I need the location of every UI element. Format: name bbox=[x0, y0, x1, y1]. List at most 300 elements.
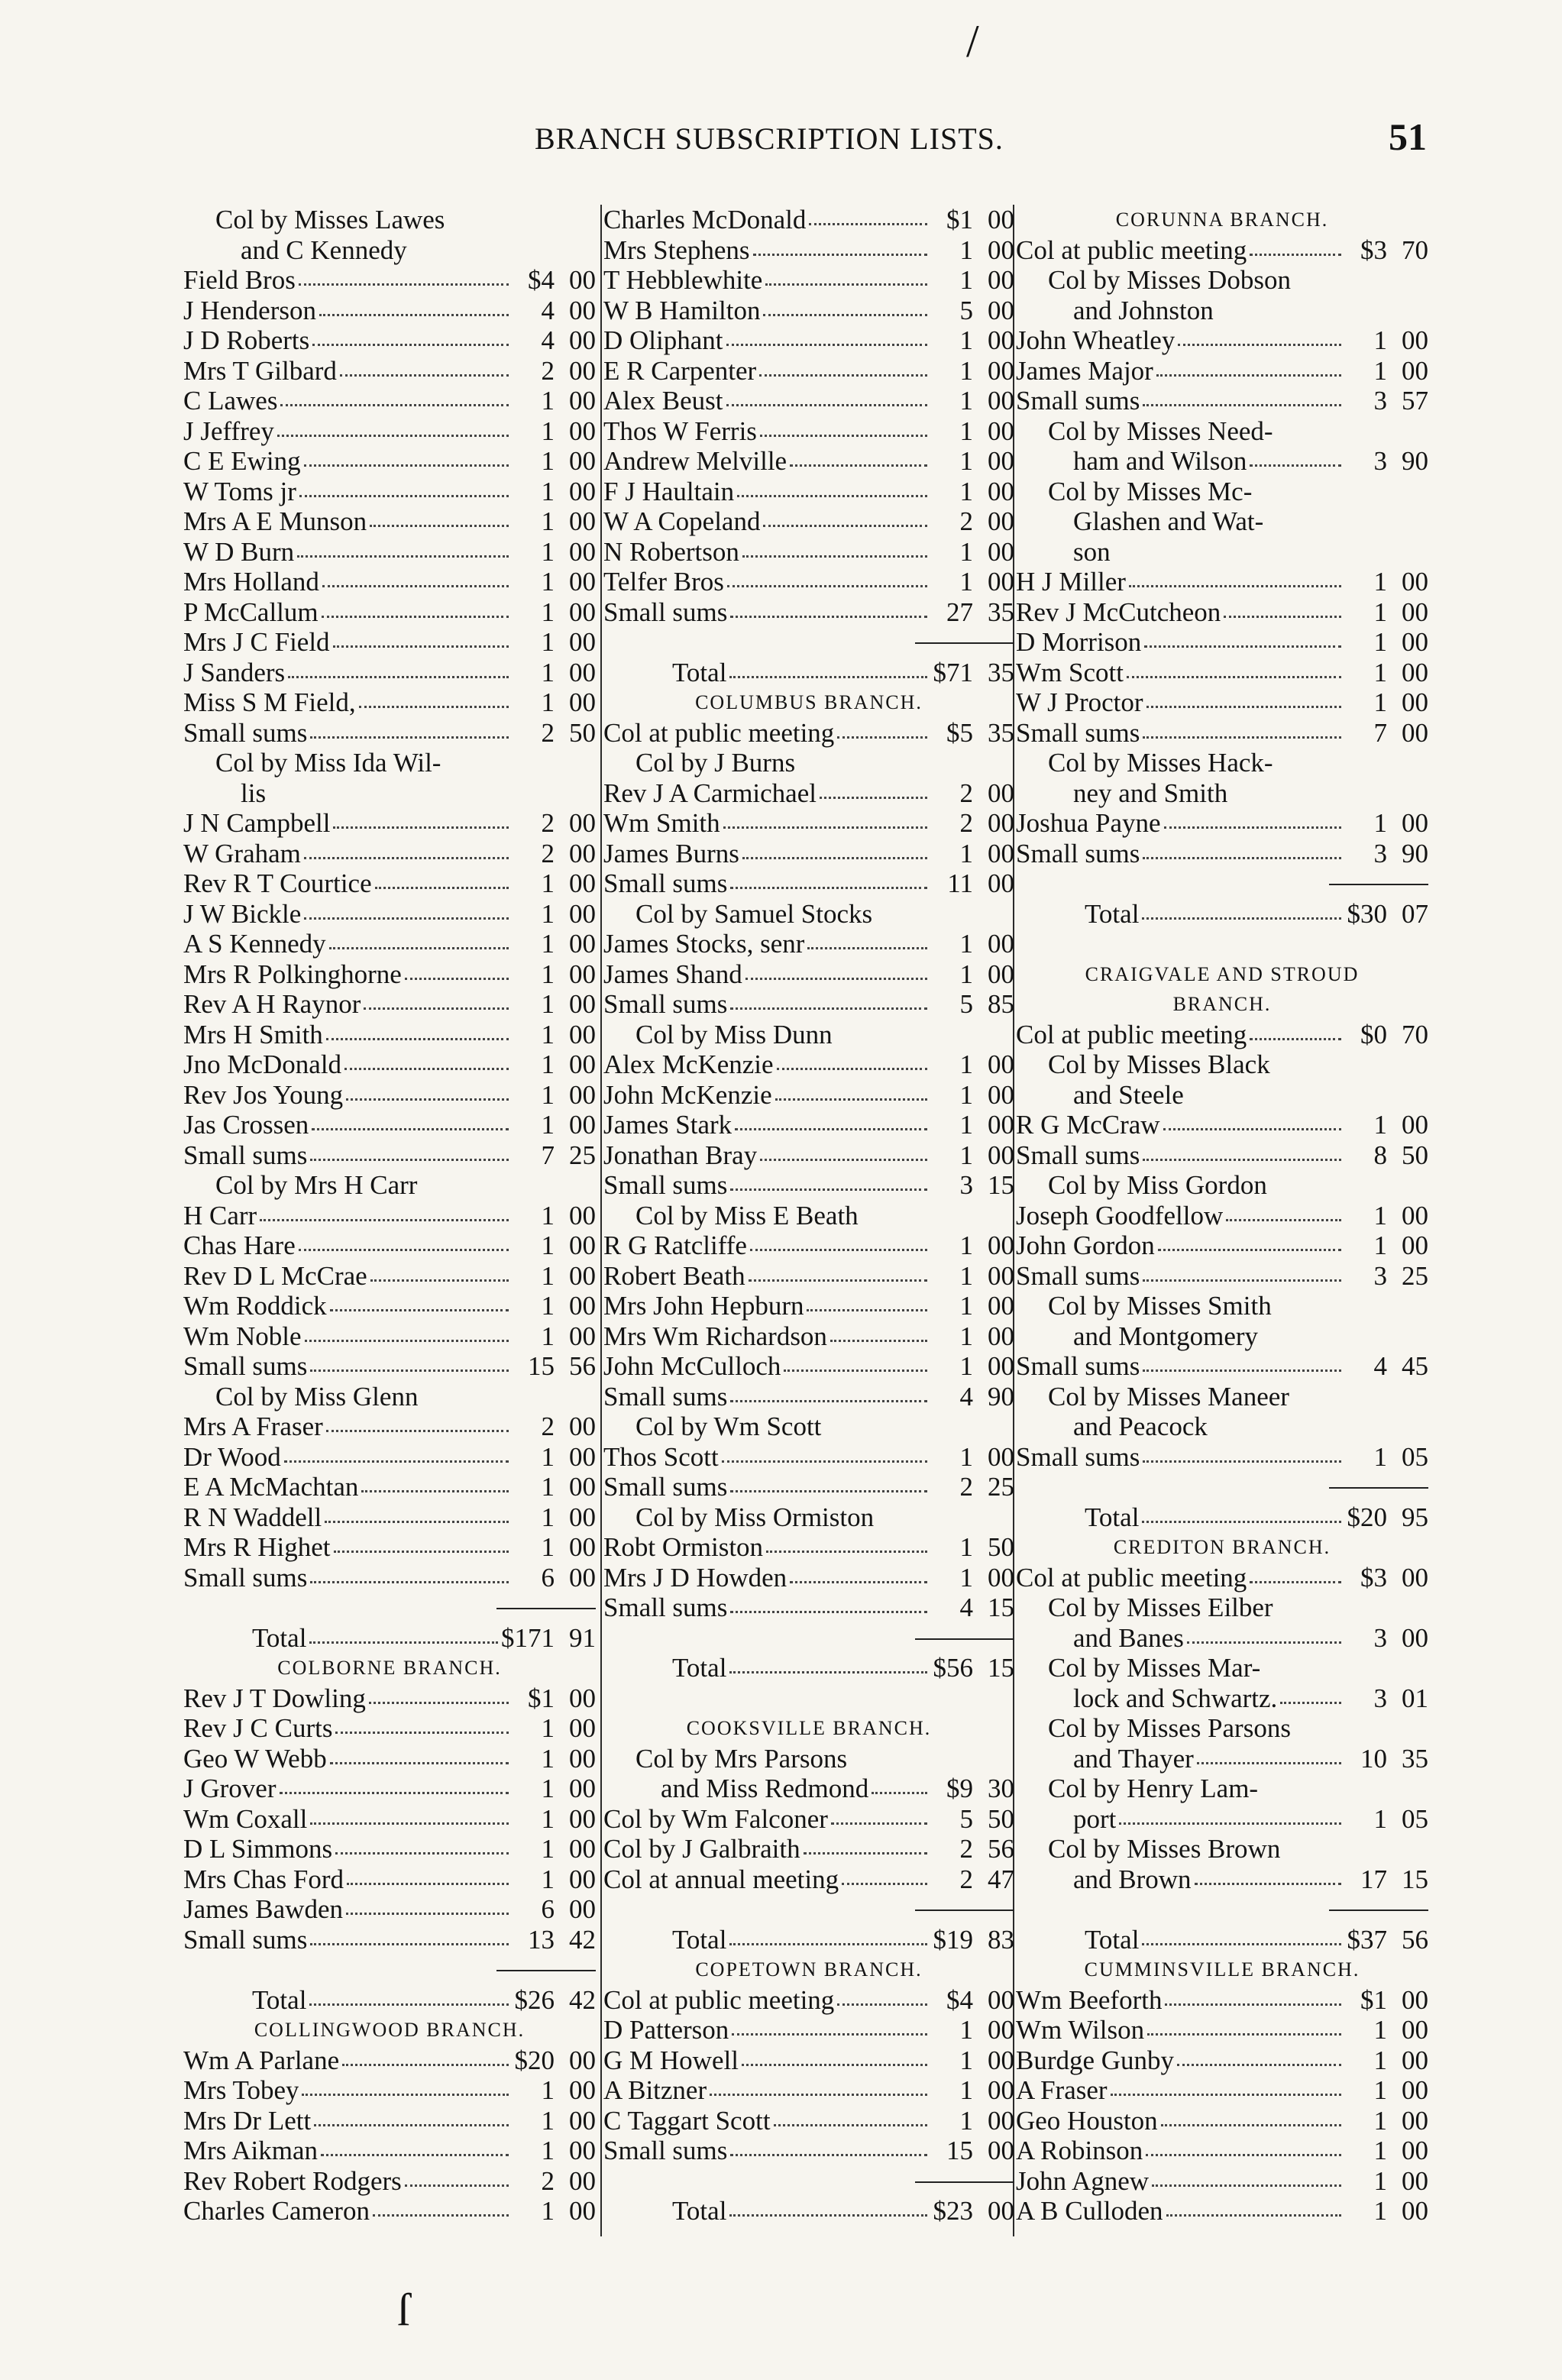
subscriber-name: Small sums bbox=[183, 717, 308, 748]
subscriber-name: Small sums bbox=[183, 1562, 308, 1593]
subscriber-name: Jonathan Bray bbox=[603, 1140, 758, 1170]
amount-dollars: 11 bbox=[947, 868, 973, 898]
amount bbox=[512, 296, 596, 326]
amount-cents: 50 bbox=[1402, 1140, 1428, 1170]
collector-heading: Col by Misses Need- bbox=[1048, 416, 1273, 446]
subscription-entry bbox=[183, 1201, 596, 1231]
amount bbox=[512, 386, 596, 416]
total-rule bbox=[183, 1593, 596, 1623]
leader-dots bbox=[837, 1994, 927, 2006]
subscription-entry bbox=[1016, 356, 1428, 386]
subscriber-name: Mrs John Hepburn bbox=[603, 1291, 804, 1321]
amount-cents: 00 bbox=[988, 2105, 1014, 2136]
amount bbox=[512, 808, 596, 839]
subscriber-name: James Stark bbox=[603, 1110, 732, 1140]
subscription-entry bbox=[1016, 2196, 1428, 2226]
subscription-entry bbox=[183, 1442, 596, 1473]
leader-dots bbox=[330, 1300, 509, 1311]
subscriber-name: Col at public meeting bbox=[1016, 1562, 1247, 1593]
subscription-entry bbox=[603, 1834, 1014, 1864]
collector-heading: Col by Misses Mc- bbox=[1048, 476, 1253, 506]
amount bbox=[512, 1412, 596, 1442]
subscription-entry bbox=[183, 808, 596, 839]
subscription-entry bbox=[603, 416, 1014, 447]
amount bbox=[512, 1080, 596, 1111]
collector-heading: Col by Samuel Stocks bbox=[635, 898, 873, 929]
amount-dollars: 1 bbox=[1373, 2105, 1387, 2136]
amount bbox=[930, 1864, 1014, 1895]
amount-cents: 00 bbox=[569, 1200, 596, 1230]
amount bbox=[930, 1321, 1014, 1352]
amount-dollars: $20 bbox=[1347, 1502, 1387, 1532]
amount-cents: 00 bbox=[569, 1864, 596, 1894]
subscription-entry bbox=[1016, 1140, 1428, 1171]
subscriber-name: Total bbox=[672, 657, 727, 687]
subscriber-name: Andrew Melville bbox=[603, 446, 787, 476]
subscriber-name: James Shand bbox=[603, 959, 742, 989]
amount-cents: 00 bbox=[569, 1532, 596, 1562]
subscription-entry bbox=[183, 506, 596, 537]
subscription-entry bbox=[1016, 446, 1428, 477]
amount-dollars: 2 bbox=[959, 1864, 973, 1894]
amount bbox=[930, 235, 1014, 266]
leader-dots bbox=[325, 1512, 509, 1523]
amount-dollars: 1 bbox=[959, 2075, 973, 2105]
leader-dots bbox=[309, 1632, 498, 1644]
leader-dots bbox=[710, 2084, 927, 2096]
leader-dots bbox=[730, 1481, 927, 1492]
leader-dots bbox=[312, 1119, 509, 1130]
ink-mark: / bbox=[966, 16, 979, 66]
subscription-entry bbox=[183, 1563, 596, 1593]
amount-dollars: 1 bbox=[1373, 2015, 1387, 2045]
leader-dots bbox=[326, 1421, 509, 1432]
amount bbox=[512, 718, 596, 749]
subscriber-name: Small sums bbox=[603, 1472, 728, 1502]
amount-dollars: 1 bbox=[959, 929, 973, 959]
amount bbox=[1344, 1110, 1428, 1140]
leader-dots bbox=[299, 486, 509, 497]
amount-dollars: 1 bbox=[541, 2136, 555, 2165]
subscriber-name: A S Kennedy bbox=[183, 929, 326, 959]
subscription-entry bbox=[1016, 1683, 1428, 1714]
subscriber-name: Rev Jos Young bbox=[183, 1079, 344, 1110]
subscription-entry bbox=[183, 1261, 596, 1292]
leader-dots bbox=[314, 2115, 509, 2126]
total-rule bbox=[603, 627, 1014, 658]
subscription-entry bbox=[183, 477, 596, 507]
collector-heading: Col by Misses Black bbox=[1048, 1049, 1270, 1079]
branch-heading: COLBORNE BRANCH. bbox=[277, 1657, 502, 1679]
amount-cents: 00 bbox=[569, 687, 596, 717]
amount bbox=[930, 265, 1014, 296]
amount-cents: 00 bbox=[569, 1019, 596, 1049]
leader-dots bbox=[1143, 1150, 1341, 1161]
subscription-entry bbox=[1016, 1261, 1428, 1292]
subscriber-name: James Bawden bbox=[183, 1894, 343, 1924]
total-rule bbox=[603, 1894, 1014, 1925]
subscription-entry bbox=[1016, 1985, 1428, 2016]
collector-heading: Col by Wm Scott bbox=[635, 1412, 822, 1441]
subscription-entry bbox=[603, 1382, 1014, 1412]
subscription-entry bbox=[603, 296, 1014, 326]
amount bbox=[512, 446, 596, 477]
amount bbox=[930, 567, 1014, 597]
amount-dollars: 5 bbox=[959, 1803, 973, 1834]
subscriber-name: R N Waddell bbox=[183, 1502, 322, 1532]
subscription-entry bbox=[603, 839, 1014, 869]
total-row bbox=[603, 1653, 1014, 1683]
subscription-entry bbox=[603, 1110, 1014, 1140]
amount-dollars: $20 bbox=[514, 2045, 555, 2075]
subscriber-name: W A Copeland bbox=[603, 506, 761, 536]
subscriber-name: James Major bbox=[1016, 355, 1153, 386]
amount-dollars: 15 bbox=[946, 2136, 973, 2165]
leader-dots bbox=[344, 1059, 509, 1070]
amount-dollars: 6 bbox=[541, 1562, 555, 1593]
amount-cents: 00 bbox=[988, 2015, 1014, 2045]
subscription-entry bbox=[183, 1804, 596, 1835]
leader-dots bbox=[722, 1451, 927, 1463]
amount bbox=[512, 1502, 596, 1533]
amount-cents: 83 bbox=[988, 1924, 1014, 1955]
amount-dollars: 1 bbox=[959, 476, 973, 506]
amount-cents: 00 bbox=[1402, 808, 1428, 838]
subscriber-name: Small sums bbox=[603, 1593, 728, 1622]
amount-cents: 70 bbox=[1402, 234, 1428, 265]
collector-heading: Col by Misses Brown bbox=[1048, 1834, 1281, 1864]
subscription-entry bbox=[1016, 2045, 1428, 2076]
leader-dots bbox=[726, 395, 927, 406]
amount-cents: 00 bbox=[988, 506, 1014, 536]
subscriber-name: Mrs Holland bbox=[183, 567, 319, 597]
leader-dots bbox=[807, 1300, 927, 1311]
leader-dots bbox=[872, 1783, 927, 1794]
subscriber-name: R G McCraw bbox=[1016, 1110, 1160, 1140]
amount-cents: 00 bbox=[569, 657, 596, 687]
amount-cents: 00 bbox=[569, 597, 596, 627]
amount bbox=[512, 416, 596, 447]
amount bbox=[930, 1080, 1014, 1111]
spacer bbox=[1016, 929, 1428, 959]
subscriber-name: Total bbox=[1085, 1502, 1140, 1532]
page-number: 51 bbox=[1389, 115, 1427, 158]
amount bbox=[512, 1442, 596, 1473]
amount-cents: 00 bbox=[569, 1743, 596, 1774]
subscription-entry bbox=[183, 1864, 596, 1895]
subscriber-name: Jno McDonald bbox=[183, 1049, 342, 1079]
subscriber-name: Field Bros bbox=[183, 265, 296, 295]
subscription-entry bbox=[603, 1563, 1014, 1593]
amount-dollars: $26 bbox=[514, 1984, 555, 2015]
leader-dots bbox=[310, 727, 509, 739]
amount-cents: 57 bbox=[1402, 386, 1428, 416]
amount-dollars: 1 bbox=[959, 1110, 973, 1140]
amount bbox=[512, 1532, 596, 1563]
leader-dots bbox=[304, 848, 509, 859]
amount-dollars: 1 bbox=[541, 1713, 555, 1743]
amount-dollars: 1 bbox=[541, 868, 555, 898]
amount bbox=[930, 1834, 1014, 1864]
subscriber-name: Thos Scott bbox=[603, 1441, 719, 1472]
amount-cents: 00 bbox=[569, 295, 596, 325]
branch-heading: BRANCH. bbox=[1172, 993, 1272, 1015]
leader-dots bbox=[804, 1843, 927, 1855]
amount bbox=[1344, 1864, 1428, 1895]
amount-dollars: 3 bbox=[1373, 446, 1387, 476]
amount-dollars: 1 bbox=[1373, 325, 1387, 355]
collector-heading: Col by Miss Glenn bbox=[215, 1381, 419, 1412]
subscription-entry bbox=[603, 1080, 1014, 1111]
amount-dollars: 1 bbox=[1373, 567, 1387, 597]
amount bbox=[1344, 1201, 1428, 1231]
leader-dots bbox=[1226, 1210, 1341, 1221]
subscription-entry bbox=[183, 658, 596, 688]
amount-dollars: 1 bbox=[959, 1230, 973, 1260]
amount bbox=[512, 1683, 596, 1714]
leader-dots bbox=[837, 727, 927, 739]
subscriber-name: Rev J McCutcheon bbox=[1016, 597, 1221, 627]
amount-dollars: 15 bbox=[528, 1351, 555, 1381]
leader-dots bbox=[732, 2024, 927, 2036]
subscriber-name: John McCulloch bbox=[603, 1351, 781, 1381]
total-row bbox=[183, 1985, 596, 2016]
subscription-entry bbox=[183, 1774, 596, 1804]
subscription-entry bbox=[603, 1261, 1014, 1292]
leader-dots bbox=[1142, 1512, 1341, 1523]
amount-dollars: 1 bbox=[1373, 657, 1387, 687]
amount-cents: 00 bbox=[569, 898, 596, 929]
leader-dots bbox=[745, 968, 927, 980]
amount bbox=[930, 1774, 1014, 1804]
subscription-entry bbox=[603, 1532, 1014, 1563]
amount-dollars: 1 bbox=[541, 416, 555, 446]
amount-dollars: 1 bbox=[541, 1200, 555, 1230]
amount-cents: 00 bbox=[1402, 355, 1428, 386]
subscriber-name: Small sums bbox=[183, 1140, 308, 1170]
amount-cents: 00 bbox=[569, 416, 596, 446]
amount-cents: 15 bbox=[1402, 1864, 1428, 1894]
amount-cents: 15 bbox=[988, 1593, 1014, 1622]
amount-dollars: 1 bbox=[1373, 2045, 1387, 2075]
amount bbox=[930, 477, 1014, 507]
amount-dollars: $56 bbox=[933, 1653, 973, 1683]
subscription-entry bbox=[183, 2075, 596, 2106]
leader-dots bbox=[334, 1541, 509, 1553]
amount bbox=[1344, 597, 1428, 628]
leader-dots bbox=[842, 1874, 927, 1885]
subscription-entry bbox=[183, 839, 596, 869]
subscriber-name: Small sums bbox=[1016, 1441, 1140, 1472]
leader-dots bbox=[322, 576, 509, 587]
leader-dots bbox=[1197, 1753, 1341, 1764]
amount-dollars: 4 bbox=[541, 295, 555, 325]
amount-cents: 00 bbox=[1402, 325, 1428, 355]
amount-dollars: 1 bbox=[1373, 808, 1387, 838]
subscriber-name: F J Haultain bbox=[603, 476, 735, 506]
collector-heading-continued: and Steele bbox=[1073, 1079, 1184, 1110]
amount-dollars: 1 bbox=[1373, 2075, 1387, 2105]
page-title: BRANCH SUBSCRIPTION LISTS. bbox=[535, 121, 1004, 156]
amount-dollars: 1 bbox=[1373, 1803, 1387, 1834]
spacer bbox=[603, 1683, 1014, 1714]
subscriber-name: Total bbox=[1085, 1924, 1140, 1955]
subscription-entry bbox=[603, 386, 1014, 416]
subscription-entry bbox=[183, 2106, 596, 2136]
amount-dollars: 2 bbox=[959, 1834, 973, 1864]
amount-dollars: 2 bbox=[541, 838, 555, 868]
amount-dollars: 4 bbox=[959, 1593, 973, 1622]
leader-dots bbox=[730, 606, 927, 618]
amount bbox=[1344, 1985, 1428, 2016]
subscriber-name: Wm Smith bbox=[603, 808, 720, 838]
subscriber-name: Wm Wilson bbox=[1016, 2015, 1145, 2045]
amount bbox=[930, 506, 1014, 537]
leader-dots bbox=[1143, 1451, 1341, 1463]
amount bbox=[512, 325, 596, 356]
amount-dollars: 1 bbox=[959, 1562, 973, 1593]
amount bbox=[930, 2015, 1014, 2045]
amount-cents: 00 bbox=[569, 567, 596, 597]
subscription-entry bbox=[183, 1744, 596, 1774]
subscription-entry bbox=[183, 899, 596, 930]
subscription-entry bbox=[1016, 1864, 1428, 1895]
amount-dollars: 1 bbox=[1373, 1200, 1387, 1230]
amount-cents: 15 bbox=[988, 1653, 1014, 1683]
amount-cents: 70 bbox=[1402, 1019, 1428, 1049]
amount-dollars: 1 bbox=[1373, 2196, 1387, 2226]
subscription-entry bbox=[1016, 718, 1428, 749]
amount-cents: 30 bbox=[988, 1774, 1014, 1803]
page-header bbox=[0, 115, 1562, 168]
amount bbox=[1344, 1563, 1428, 1593]
subscription-entry bbox=[1016, 839, 1428, 869]
amount-cents: 00 bbox=[569, 1472, 596, 1502]
amount bbox=[930, 658, 1014, 688]
subscriber-name: Mrs Wm Richardson bbox=[603, 1321, 827, 1351]
amount-cents: 00 bbox=[1402, 2015, 1428, 2045]
amount-dollars: 1 bbox=[541, 1472, 555, 1502]
subscription-entry bbox=[183, 627, 596, 658]
amount-cents: 00 bbox=[569, 959, 596, 989]
leader-dots bbox=[742, 848, 927, 859]
amount-dollars: 1 bbox=[959, 355, 973, 386]
subscriber-name: Burdge Gunby bbox=[1016, 2045, 1175, 2075]
amount-cents: 00 bbox=[569, 627, 596, 657]
amount-cents: 00 bbox=[988, 2196, 1014, 2226]
subscription-entry bbox=[183, 1683, 596, 1714]
amount-dollars: 4 bbox=[959, 1381, 973, 1412]
subscriber-name: W J Proctor bbox=[1016, 687, 1143, 717]
amount bbox=[512, 1894, 596, 1925]
amount-dollars: 1 bbox=[541, 1291, 555, 1321]
amount bbox=[1344, 446, 1428, 477]
total-row bbox=[603, 1925, 1014, 1955]
amount-dollars: 1 bbox=[541, 1532, 555, 1562]
amount-cents: 00 bbox=[569, 1230, 596, 1260]
subscription-entry bbox=[183, 597, 596, 628]
subscription-entry bbox=[183, 1020, 596, 1050]
leader-dots bbox=[310, 1934, 509, 1945]
amount-cents: 91 bbox=[569, 1622, 596, 1653]
leader-dots bbox=[364, 998, 509, 1010]
leader-dots bbox=[1250, 455, 1341, 467]
amount-cents: 00 bbox=[569, 1079, 596, 1110]
subscriber-name: Rev J C Curts bbox=[183, 1713, 333, 1743]
amount bbox=[1344, 2136, 1428, 2166]
amount-dollars: 1 bbox=[541, 1774, 555, 1803]
leader-dots bbox=[729, 667, 927, 678]
amount bbox=[930, 1049, 1014, 1080]
amount bbox=[512, 2196, 596, 2226]
leader-dots bbox=[1142, 1934, 1341, 1945]
amount-cents: 00 bbox=[1402, 597, 1428, 627]
subscriber-name: Rev D L McCrae bbox=[183, 1260, 367, 1291]
subscription-entry bbox=[183, 2196, 596, 2226]
amount-dollars: 2 bbox=[541, 2165, 555, 2196]
subscription-entry bbox=[183, 718, 596, 749]
subscription-entry bbox=[183, 1412, 596, 1442]
collector-heading: Col by Misses Hack- bbox=[1048, 748, 1273, 778]
amount-cents: 00 bbox=[1402, 2165, 1428, 2196]
subscription-entry bbox=[603, 1049, 1014, 1080]
column-3 bbox=[1016, 205, 1428, 2226]
subscription-entry bbox=[183, 1532, 596, 1563]
subscription-entry bbox=[603, 868, 1014, 899]
subscriber-name: Col by Wm Falconer bbox=[603, 1803, 828, 1834]
amount-dollars: 3 bbox=[1373, 1260, 1387, 1291]
subscription-entry bbox=[603, 2045, 1014, 2076]
amount-cents: 47 bbox=[988, 1864, 1014, 1894]
amount-dollars: $4 bbox=[528, 265, 555, 295]
amount-dollars: 3 bbox=[1373, 1683, 1387, 1713]
subscription-entry bbox=[183, 2136, 596, 2166]
subscriber-name: D Patterson bbox=[603, 2015, 729, 2045]
amount-cents: 00 bbox=[988, 1291, 1014, 1321]
subscription-entry bbox=[1016, 1201, 1428, 1231]
amount-dollars: 1 bbox=[541, 989, 555, 1019]
subscriber-name: A Bitzner bbox=[603, 2075, 707, 2105]
leader-dots bbox=[319, 305, 509, 316]
leader-dots bbox=[1164, 817, 1341, 829]
amount bbox=[1344, 2166, 1428, 2197]
amount-cents: 00 bbox=[569, 989, 596, 1019]
leader-dots bbox=[1280, 1693, 1341, 1704]
amount-dollars: 1 bbox=[1373, 627, 1387, 657]
amount bbox=[512, 506, 596, 537]
leader-dots bbox=[373, 2205, 509, 2217]
leader-dots bbox=[1224, 606, 1341, 618]
amount bbox=[930, 778, 1014, 809]
subscriber-name: Geo W Webb bbox=[183, 1743, 327, 1774]
subscription-entry bbox=[183, 1713, 596, 1744]
amount bbox=[930, 386, 1014, 416]
subscription-entry bbox=[603, 506, 1014, 537]
amount bbox=[512, 1201, 596, 1231]
amount-dollars: 1 bbox=[541, 1260, 555, 1291]
amount bbox=[1344, 2015, 1428, 2045]
amount-cents: 00 bbox=[988, 476, 1014, 506]
collector-heading: Col by Miss Dunn bbox=[635, 1019, 833, 1049]
amount-cents: 00 bbox=[1402, 1622, 1428, 1653]
leader-dots bbox=[1143, 1360, 1341, 1372]
leader-dots bbox=[310, 1150, 509, 1161]
subscriber-name: Thos W Ferris bbox=[603, 416, 757, 446]
amount-dollars: 1 bbox=[541, 446, 555, 476]
amount bbox=[930, 356, 1014, 386]
amount bbox=[512, 839, 596, 869]
subscriber-name: Dr Wood bbox=[183, 1441, 281, 1472]
